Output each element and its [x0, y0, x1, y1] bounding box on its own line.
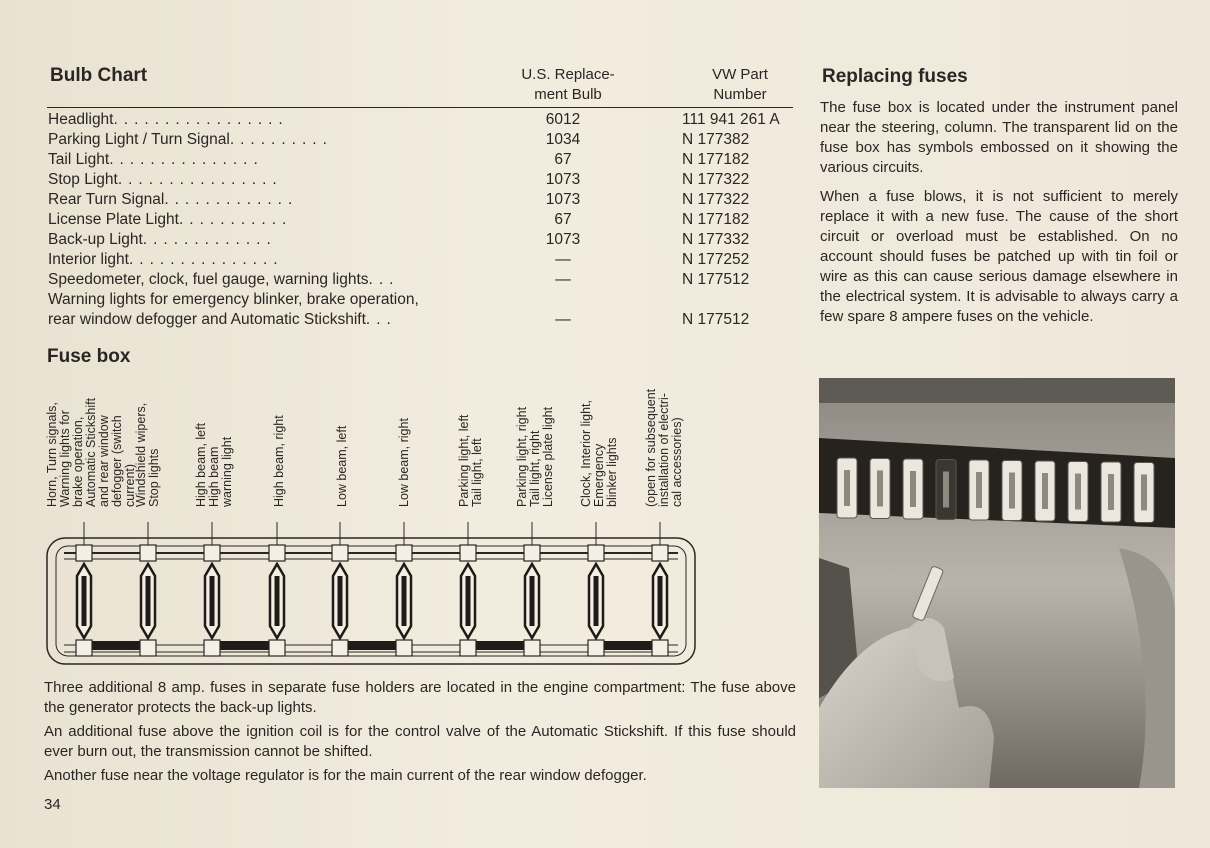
- fuse-circuit-label: [458, 367, 484, 507]
- us-bulb-value: 1073: [545, 231, 581, 248]
- vw-part-number: N 177252: [682, 251, 750, 268]
- vw-part-number: N 177322: [682, 171, 750, 188]
- fuse-circuit-label: [46, 367, 137, 507]
- fuse-box-photo-image: [819, 378, 1175, 788]
- fuse-top-terminal: [332, 545, 348, 561]
- fuse-circuit-label: [398, 367, 411, 507]
- fuse-top-terminal: [76, 545, 92, 561]
- fuse-top-terminal: [652, 545, 668, 561]
- fuse-circuit-label-line: defogger (switch: [110, 415, 124, 507]
- bulb-chart-title: Bulb Chart: [50, 65, 148, 86]
- replacing-fuses-title: Replacing fuses: [822, 66, 968, 87]
- col-header-us-line1: U.S. Replace-: [521, 66, 615, 83]
- fuse-top-terminal: [588, 545, 604, 561]
- fuse-top-terminal: [140, 545, 156, 561]
- bulb-row: [48, 150, 264, 170]
- fuse-circuit-label-line: Parking light, left: [457, 414, 471, 507]
- fuse-bottom-terminal: [204, 640, 220, 656]
- fuse-top-terminal: [269, 545, 285, 561]
- fuse-element: [530, 576, 535, 626]
- bulb-row-label: Speedometer, clock, fuel gauge, warning lights: [48, 271, 369, 288]
- us-bulb-value: 67: [554, 211, 572, 228]
- bulb-row: [48, 230, 277, 250]
- us-bulb-value: —: [555, 251, 571, 268]
- fuse-circuit-label-line: cal accessories): [670, 417, 684, 507]
- fuse-bottom-terminal: [140, 640, 156, 656]
- leader-dots: ...: [368, 271, 400, 288]
- fuse-circuit-label: [516, 367, 555, 507]
- us-bulb-value: —: [555, 311, 571, 328]
- fuse-bottom-terminal: [332, 640, 348, 656]
- photo-fuse-element: [844, 470, 850, 506]
- fuse-top-terminal: [460, 545, 476, 561]
- fuse-circuit-label-line: High beam, left: [194, 422, 208, 507]
- bulb-row-label: Interior light: [48, 251, 129, 268]
- fuse-bottom-terminal: [269, 640, 285, 656]
- fuse-bottom-terminal: [396, 640, 412, 656]
- fuse-element: [658, 576, 663, 626]
- fuse-circuit-label-line: Tail light, right: [528, 430, 542, 507]
- fuse-circuit-label-line: blinker lights: [605, 437, 619, 507]
- fuse-circuit-label-line: High beam: [207, 446, 221, 507]
- bulb-row: [48, 130, 333, 150]
- photo-fuse-element: [943, 472, 949, 508]
- bulb-row: [48, 170, 283, 190]
- fuse-top-terminal: [204, 545, 220, 561]
- bulb-row: [48, 250, 284, 270]
- bulb-row-label: Back-up Light: [48, 231, 143, 248]
- fuse-bottom-terminal: [588, 640, 604, 656]
- page-number: 34: [44, 796, 61, 813]
- fuse-circuit-label-line: Tail light, left: [470, 438, 484, 507]
- fuse-element: [466, 576, 471, 626]
- bus-bar: [220, 641, 269, 650]
- fuse-element: [82, 576, 87, 626]
- bulb-row-label: Warning lights for emergency blinker, brake operation,: [48, 291, 419, 308]
- us-bulb-value: 1073: [545, 191, 581, 208]
- vw-part-number: 111 941 261 A: [682, 111, 780, 128]
- bus-bar: [92, 641, 140, 650]
- bus-bar: [604, 641, 652, 650]
- photo-fuse-element: [1042, 473, 1048, 509]
- fuse-circuit-label-line: Warning lights for: [58, 410, 72, 507]
- bulb-row-label: rear window defogger and Automatic Stickshift: [48, 311, 366, 328]
- fuse-circuit-label-line: Stop lights: [147, 448, 161, 507]
- us-bulb-value: 67: [554, 151, 572, 168]
- fuse-element: [210, 576, 215, 626]
- fuse-circuit-label-line: Windshield wipers,: [134, 402, 148, 507]
- fuse-circuit-label: [336, 367, 349, 507]
- vw-part-number: N 177382: [682, 131, 750, 148]
- fuse-circuit-label-line: Clock, Interior light,: [579, 400, 593, 507]
- vw-part-number: N 177182: [682, 211, 750, 228]
- col-header-vw-line2: Number: [713, 86, 767, 103]
- photo-fuse-element: [976, 472, 982, 508]
- fuse-circuit-label-line: current): [123, 463, 137, 507]
- fuse-circuit-label: [645, 367, 684, 507]
- photo-fuse-element: [1108, 474, 1114, 510]
- leader-dots: ...............: [109, 151, 264, 168]
- fuse-bottom-terminal: [652, 640, 668, 656]
- col-header-vw-line1: VW Part: [712, 66, 768, 83]
- bulb-row: [48, 310, 397, 330]
- bulb-row-label: Stop Light: [48, 171, 118, 188]
- photo-fuse-element: [1075, 474, 1081, 510]
- vw-part-number: N 177182: [682, 151, 750, 168]
- fuse-replacement-paragraph: When a fuse blows, it is not sufficient to merely replace it with a new fuse. The cause of the short circuit or overload must be established. On no account should fuses be patched up with tin foil or wire as this can cause serious damage elsewhere in the electrical system. It is advisable to always carry a few spare 8 ampere fuses on the vehicle.: [820, 188, 1178, 325]
- fuse-top-terminal: [396, 545, 412, 561]
- bulb-row: [48, 270, 399, 290]
- fuse-element: [275, 576, 280, 626]
- col-header-us-line2: ment Bulb: [534, 86, 602, 103]
- bulb-row: [48, 290, 419, 310]
- us-bulb-value: —: [555, 271, 571, 288]
- fuse-circuit-label-line: High beam, right: [272, 415, 286, 507]
- bulb-row: [48, 110, 289, 130]
- bulb-row: [48, 190, 298, 210]
- leader-dots: .............: [164, 191, 299, 208]
- fuse-circuit-label-line: (open for subsequent: [644, 388, 658, 507]
- photo-fuse-element: [910, 471, 916, 507]
- vw-part-number: N 177512: [682, 311, 750, 328]
- stickshift-fuse-paragraph: An additional fuse above the ignition coil is for the control valve of the Automatic Stickshift. If this fuse should ever burn out, the transmission cannot be shifted.: [44, 723, 796, 760]
- fuse-bottom-terminal: [76, 640, 92, 656]
- defogger-fuse-paragraph: Another fuse near the voltage regulator is for the main current of the rear window defogger.: [44, 767, 647, 784]
- fuse-circuit-label-line: Low beam, right: [397, 418, 411, 507]
- leader-dots: ...............: [128, 251, 284, 268]
- fuse-bottom-terminal: [460, 640, 476, 656]
- fuse-element: [146, 576, 151, 626]
- bus-bar: [348, 641, 396, 650]
- col-header-vw-part: [690, 65, 790, 105]
- bulb-row-label: Headlight: [48, 111, 114, 128]
- leader-dots: ..........: [229, 131, 333, 148]
- bulb-row-label: Tail Light: [48, 151, 110, 168]
- bus-bar: [476, 641, 524, 650]
- vw-part-number: N 177332: [682, 231, 750, 248]
- fuse-circuit-label-line: Parking light, right: [515, 406, 529, 507]
- leader-dots: .................: [113, 111, 289, 128]
- fuse-circuit-label-line: Low beam, left: [335, 425, 349, 507]
- fuse-circuit-label: [195, 367, 234, 507]
- fuse-circuit-label-line: Horn, Turn signals,: [45, 402, 59, 507]
- leader-dots: ...: [365, 311, 397, 328]
- fuse-circuit-label: [273, 367, 286, 507]
- fuse-circuit-label-line: Automatic Stickshift: [84, 397, 98, 507]
- bulb-row-label: License Plate Light: [48, 211, 179, 228]
- col-header-us-bulb: [508, 65, 628, 105]
- leader-dots: ................: [117, 171, 283, 188]
- engine-fuses-paragraph: Three additional 8 amp. fuses in separate fuse holders are located in the engine compartment: The fuse above the generator protects the back-up lights.: [44, 679, 796, 716]
- fuse-circuit-label-line: License plate light: [541, 406, 555, 507]
- us-bulb-value: 1073: [545, 171, 581, 188]
- fuse-box-location-paragraph: The fuse box is located under the instrument panel near the steering, column. The transparent lid on the fuse box has symbols embossed on it showing the various circuits.: [820, 99, 1178, 176]
- photo-fuse-element: [1009, 473, 1015, 509]
- photo-fuse-element: [877, 471, 883, 507]
- vw-part-number: N 177322: [682, 191, 750, 208]
- fuse-circuit-label-line: warning light: [220, 436, 234, 507]
- fuse-bottom-terminal: [524, 640, 540, 656]
- bulb-row-label: Rear Turn Signal: [48, 191, 165, 208]
- chart-rule: [47, 107, 793, 108]
- fuse-top-terminal: [524, 545, 540, 561]
- fuse-element: [338, 576, 343, 626]
- vw-part-number: N 177512: [682, 271, 750, 288]
- photo-fuse-element: [1141, 475, 1147, 511]
- fuse-circuit-label-line: and rear window: [97, 415, 111, 507]
- fuse-box-title: Fuse box: [47, 346, 131, 367]
- us-bulb-value: 1034: [545, 131, 581, 148]
- fuse-circuit-label: [580, 367, 619, 507]
- fuse-box-diagram: [46, 500, 698, 668]
- fuse-circuit-label-line: installation of electri-: [657, 393, 671, 507]
- fuse-circuit-label-line: Emergency: [592, 443, 606, 507]
- fuse-circuit-label: [135, 367, 161, 507]
- fuse-element: [402, 576, 407, 626]
- bulb-row-label: Parking Light / Turn Signal: [48, 131, 230, 148]
- fuse-box-photo: [819, 378, 1175, 788]
- fuse-element: [594, 576, 599, 626]
- leader-dots: ...........: [178, 211, 293, 228]
- us-bulb-value: 6012: [545, 111, 581, 128]
- leader-dots: .............: [142, 231, 277, 248]
- fuse-circuit-label-line: brake operation,: [71, 416, 85, 507]
- bulb-row: [48, 210, 292, 230]
